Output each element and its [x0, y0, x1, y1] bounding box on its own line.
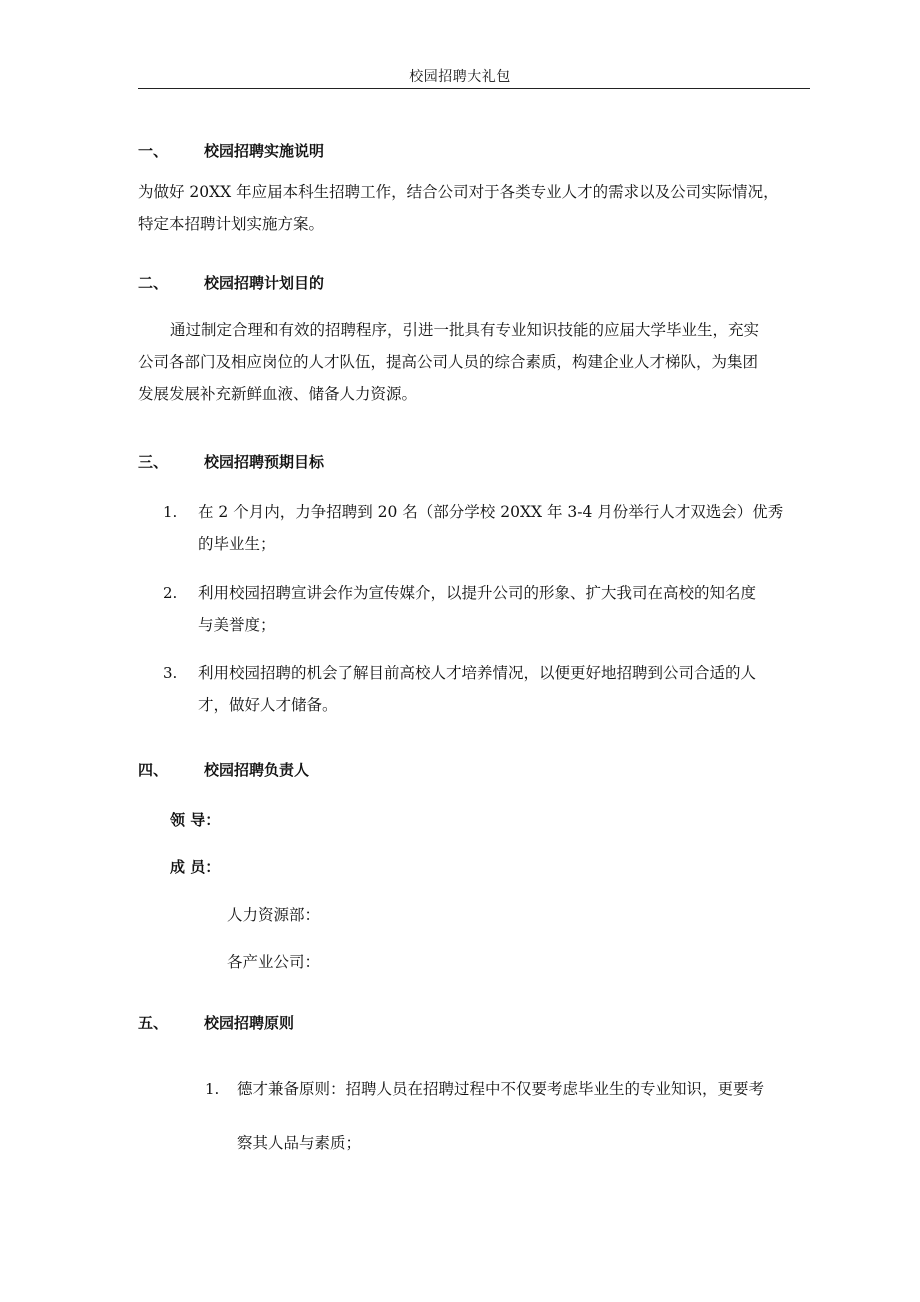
section-5-title: 校园招聘原则 [204, 1014, 295, 1032]
section-2-title: 校园招聘计划目的 [204, 274, 325, 292]
goal-2-line-2: 与美誉度； [198, 616, 276, 634]
section-3-number: 三、 [138, 453, 169, 471]
section-2-line-2: 公司各部门及相应岗位的人才队伍，提高公司人员的综合素质，构建企业人才梯队，为集团 [138, 353, 759, 371]
section-4-title: 校园招聘负责人 [204, 761, 310, 779]
section-1-number: 一、 [138, 142, 169, 160]
leader-label: 领 导： [170, 811, 221, 829]
section-2-number: 二、 [138, 274, 169, 292]
goal-3-number: 3. [163, 664, 178, 682]
principle-1-line-2: 察其人品与素质； [237, 1134, 362, 1152]
hr-dept-label: 人力资源部： [227, 906, 321, 924]
goal-1-number: 1. [163, 503, 178, 521]
section-2-paragraph [138, 314, 810, 410]
section-3-heading [138, 451, 324, 472]
section-2-line-1: 通过制定合理和有效的招聘程序，引进一批具有专业知识技能的应届大学毕业生，充实 [170, 321, 760, 339]
goal-1-line-1: 在 2 个月内，力争招聘到 20 名（部分学校 20XX 年 3-4 月份举行人才双选会）优秀 [198, 503, 784, 521]
principle-1-number: 1. [205, 1080, 220, 1098]
page-header-title: 校园招聘大礼包 [409, 69, 511, 85]
header-divider [138, 88, 810, 89]
goal-2-text [198, 577, 756, 641]
principle-1-line-1: 德才兼备原则：招聘人员在招聘过程中不仅要考虑毕业生的专业知识，更要考 [237, 1080, 765, 1098]
members-label: 成 员： [170, 858, 221, 876]
section-5-heading [138, 1012, 294, 1033]
section-2-heading [138, 272, 324, 293]
section-2-line-3: 发展发展补充新鲜血液、储备人力资源。 [138, 385, 418, 403]
goal-1-line-2: 的毕业生； [198, 535, 276, 553]
section-5-number: 五、 [138, 1014, 169, 1032]
section-1-heading [138, 140, 324, 161]
section-1-title: 校园招聘实施说明 [204, 142, 325, 160]
goal-2-number: 2. [163, 584, 178, 602]
goal-3-text [198, 657, 756, 721]
section-1-paragraph [138, 176, 810, 240]
section-3-title: 校园招聘预期目标 [204, 453, 325, 471]
subsidiaries-label: 各产业公司： [227, 953, 321, 971]
goal-3-line-2: 才，做好人才储备。 [198, 696, 338, 714]
section-1-line-1: 为做好 20XX 年应届本科生招聘工作，结合公司对于各类专业人才的需求以及公司实际情况， [138, 183, 779, 201]
section-4-heading [138, 759, 309, 780]
section-4-number: 四、 [138, 761, 169, 779]
goal-3-line-1: 利用校园招聘的机会了解目前高校人才培养情况，以便更好地招聘到公司合适的人 [198, 664, 757, 682]
goal-1-text [198, 496, 783, 560]
goal-2-line-1: 利用校园招聘宣讲会作为宣传媒介，以提升公司的形象、扩大我司在高校的知名度 [198, 584, 757, 602]
section-1-line-2: 特定本招聘计划实施方案。 [138, 215, 325, 233]
